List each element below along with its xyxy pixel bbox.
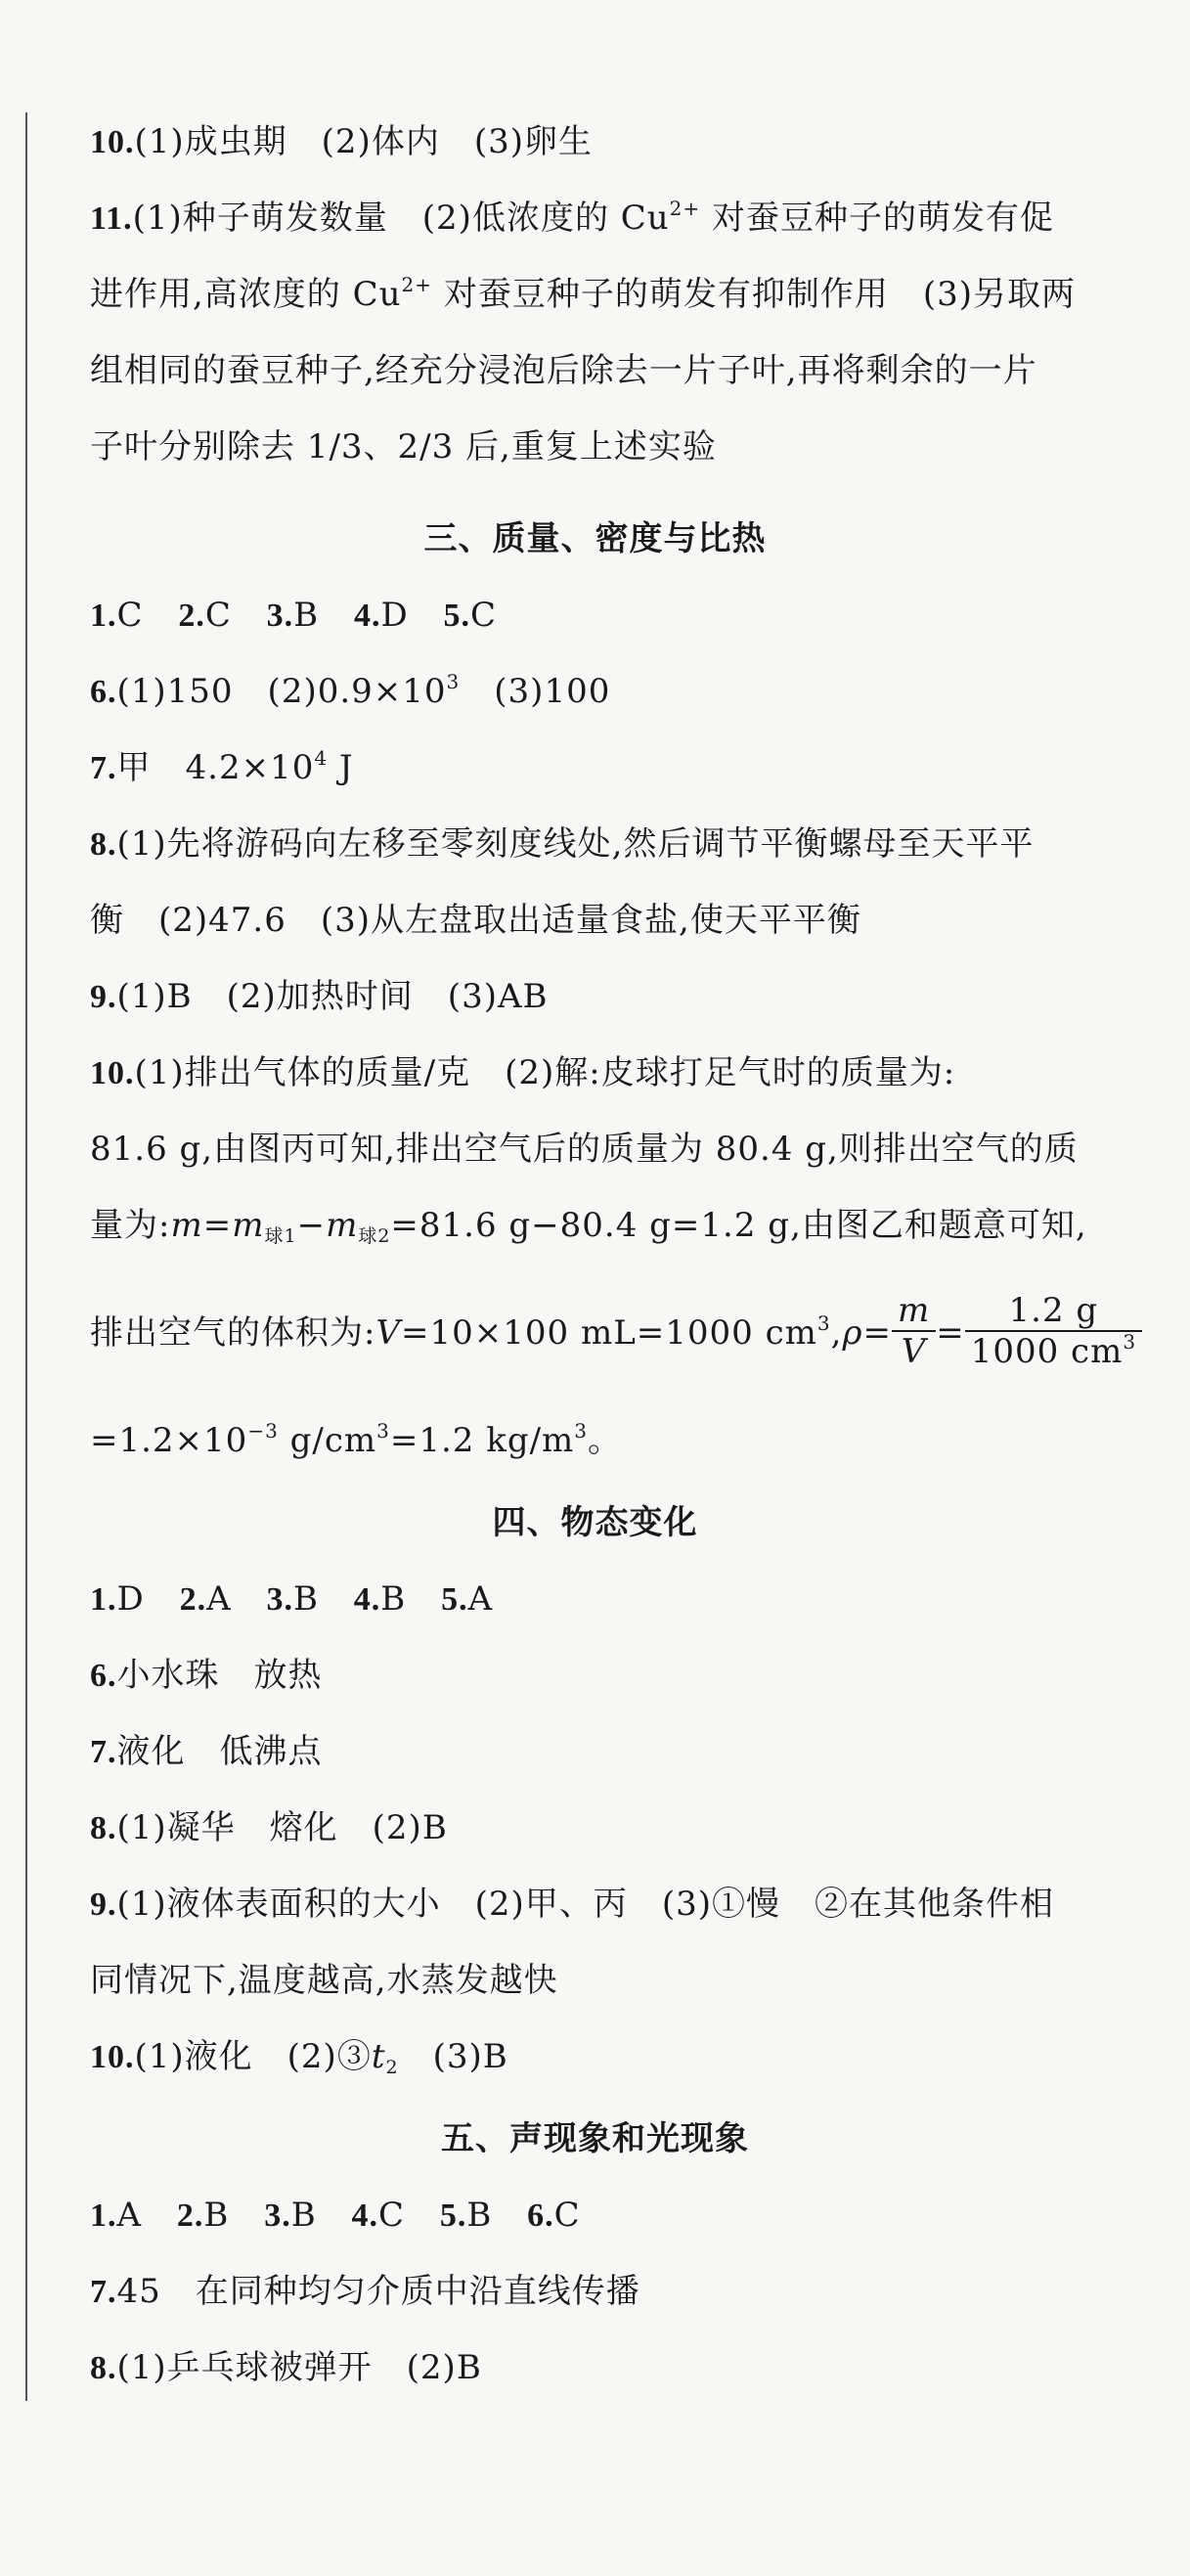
question-number: 3. — [264, 2198, 291, 2234]
answer-text: (3)100 — [460, 672, 611, 711]
fraction-denominator: V — [901, 1332, 927, 1371]
question-number: 1. — [90, 2198, 117, 2234]
question-number: 8. — [90, 826, 117, 863]
fraction-denominator — [965, 1332, 1142, 1371]
answer-text: (1)B (2)加热时间 (3)AB — [116, 977, 549, 1016]
section-title: 三、质量、密度与比热 — [423, 519, 767, 558]
question-number: 6. — [90, 1658, 117, 1694]
answer-text: D — [116, 1579, 145, 1619]
answer-text: A — [206, 1579, 232, 1619]
answer-text: 衡 (2)47.6 (3)从左盘取出适量食盐,使天平平衡 — [90, 901, 861, 940]
fraction-values — [965, 1291, 1142, 1371]
answer-line — [90, 1289, 1142, 1377]
answer-line — [90, 1653, 323, 1699]
question-number: 4. — [353, 1581, 381, 1618]
answer-line — [90, 2034, 508, 2080]
answer-text: 小水珠 放热 — [116, 1656, 323, 1695]
question-number: 1. — [90, 598, 117, 634]
answer-text: (1)液体表面积的大小 (2)甲、丙 (3)①慢 ②在其他条件相 — [116, 1885, 1054, 1924]
answer-text: C — [204, 596, 232, 635]
mc-answers — [90, 593, 497, 639]
answer-text: 液化 低沸点 — [116, 1732, 323, 1771]
answer-line — [90, 745, 354, 791]
answer-line — [90, 1050, 955, 1096]
question-number: 2. — [176, 2198, 204, 2234]
superscript: 3 — [816, 1311, 831, 1335]
question-number: 3. — [266, 1581, 293, 1618]
fraction-numerator: 1.2 g — [965, 1291, 1142, 1332]
answer-text: 排出空气的体积为: — [90, 1313, 376, 1353]
answer-text: =81.6 g−80.4 g=1.2 g,由图乙和题意可知, — [390, 1206, 1087, 1245]
answer-text: 。 — [588, 1421, 623, 1460]
question-number: 8. — [90, 1810, 117, 1846]
mc-answers — [90, 1577, 493, 1622]
superscript: 3 — [376, 1419, 390, 1443]
section-title: 五、声现象和光现象 — [441, 2119, 749, 2158]
answer-line — [90, 2345, 482, 2391]
math-var: V — [375, 1313, 402, 1353]
answer-text: 同情况下,温度越高,水蒸发越快 — [90, 1961, 558, 2000]
answer-text: J — [328, 748, 354, 787]
answer-text: 组相同的蚕豆种子,经充分浸泡后除去一片子叶,再将剩余的一片 — [90, 351, 1037, 390]
math-var: t — [371, 2037, 386, 2076]
math-op: − — [296, 1206, 327, 1245]
answer-text: C — [553, 2196, 581, 2235]
question-number: 7. — [90, 750, 117, 786]
question-number: 10. — [90, 124, 135, 160]
answer-text: (1)种子萌发数量 (2)低浓度的 Cu — [132, 199, 670, 238]
answer-text: (1)凝华 熔化 (2)B — [116, 1808, 448, 1847]
question-number: 5. — [439, 2198, 467, 2234]
answer-text: B — [290, 2196, 317, 2235]
question-number: 11. — [90, 200, 133, 237]
answer-line — [90, 669, 610, 715]
superscript: 3 — [1123, 1330, 1137, 1354]
answer-text: (1)先将游码向左移至零刻度线处,然后调节平衡螺母至天平平 — [116, 824, 1035, 864]
question-number: 9. — [90, 1887, 117, 1923]
answer-text: D — [380, 596, 409, 635]
answer-line — [90, 1805, 448, 1851]
answer-text: , — [830, 1313, 843, 1353]
question-number: 6. — [527, 2198, 554, 2234]
answer-line — [90, 822, 1034, 867]
math-var: ρ — [842, 1313, 863, 1353]
answer-text: B — [380, 1579, 407, 1619]
math-op: = — [202, 1206, 233, 1245]
answer-line — [90, 119, 593, 165]
question-number: 6. — [90, 674, 117, 710]
answer-text: g/cm — [278, 1421, 377, 1460]
mc-answers — [90, 2193, 581, 2239]
question-number: 10. — [90, 1055, 135, 1091]
answer-text: C — [470, 596, 498, 635]
answer-line — [90, 1882, 1054, 1928]
answer-text: A — [116, 2196, 143, 2235]
question-number: 4. — [353, 598, 381, 634]
answer-text: 对蚕豆种子的萌发有抑制作用 (3)另取两 — [432, 275, 1076, 314]
math-op: = — [936, 1313, 965, 1353]
subscript: 球1 — [264, 1225, 297, 1247]
answer-text: 对蚕豆种子的萌发有促 — [700, 199, 1054, 238]
answer-text: 甲 4.2×10 — [116, 748, 315, 787]
denominator-text: 1000 cm — [970, 1332, 1124, 1371]
answer-text: C — [116, 596, 144, 635]
answer-text: B — [203, 2196, 230, 2235]
superscript: 2+ — [669, 197, 701, 220]
answer-line — [90, 898, 861, 943]
question-number: 7. — [90, 1734, 117, 1770]
subscript: 球2 — [358, 1225, 391, 1247]
fraction-numerator: m — [892, 1291, 936, 1332]
answer-line — [90, 1127, 1079, 1172]
question-number: 3. — [266, 598, 294, 634]
answer-text: =10×100 mL=1000 cm — [401, 1313, 817, 1353]
answer-line — [90, 424, 717, 469]
answer-line — [90, 196, 1054, 242]
math-op: = — [862, 1313, 892, 1353]
answer-text: =1.2 kg/m — [389, 1421, 575, 1460]
answer-text: B — [466, 2196, 493, 2235]
question-number: 5. — [443, 598, 471, 634]
superscript: 2+ — [401, 273, 433, 296]
math-var: m — [170, 1206, 203, 1245]
answer-text: (1)乒乓球被弹开 (2)B — [116, 2348, 482, 2387]
superscript: 3 — [446, 670, 461, 693]
answer-text: (1)排出气体的质量/克 (2)解:皮球打足气时的质量为: — [134, 1053, 956, 1092]
superscript: −3 — [247, 1419, 279, 1443]
math-var: m — [232, 1206, 265, 1245]
question-number: 8. — [90, 2350, 117, 2386]
answer-text: B — [292, 1579, 319, 1619]
answer-text: C — [378, 2196, 406, 2235]
answer-text: B — [293, 596, 320, 635]
question-number: 10. — [90, 2039, 135, 2075]
answer-line — [90, 348, 1037, 393]
answer-line — [90, 1729, 323, 1775]
question-number: 1. — [90, 1581, 117, 1618]
answer-line — [90, 2269, 640, 2315]
answer-text: (3)B — [398, 2037, 508, 2076]
answer-text: 45 在同种均匀介质中沿直线传播 — [116, 2272, 640, 2311]
answer-line — [90, 1203, 1087, 1248]
question-number: 5. — [441, 1581, 468, 1618]
superscript: 4 — [314, 746, 329, 770]
fraction-m-over-v — [892, 1291, 936, 1371]
superscript: 3 — [574, 1419, 589, 1443]
answer-text: A — [467, 1579, 494, 1619]
answer-text: (1)成虫期 (2)体内 (3)卵生 — [134, 122, 593, 161]
answer-line — [90, 1958, 558, 2003]
answer-text: =1.2×10 — [90, 1421, 248, 1460]
question-number: 7. — [90, 2274, 117, 2310]
question-number: 4. — [351, 2198, 378, 2234]
answer-line — [90, 974, 549, 1020]
subscript: 2 — [385, 2057, 399, 2078]
answer-text: (1)液化 (2)③ — [134, 2037, 372, 2076]
question-number: 2. — [178, 598, 205, 634]
answer-line — [90, 272, 1076, 317]
answer-text: (1)150 (2)0.9×10 — [116, 672, 447, 711]
answer-text: 子叶分别除去 1/3、2/3 后,重复上述实验 — [90, 427, 717, 466]
question-number: 2. — [179, 1581, 207, 1618]
math-var: m — [326, 1206, 359, 1245]
answer-line — [90, 1418, 622, 1463]
answer-text: 进作用,高浓度的 Cu — [90, 275, 402, 314]
section-title: 四、物态变化 — [492, 1503, 698, 1542]
question-number: 9. — [90, 979, 117, 1015]
answer-text: 量为: — [90, 1206, 171, 1245]
answer-text: 81.6 g,由图丙可知,排出空气后的质量为 80.4 g,则排出空气的质 — [90, 1130, 1079, 1169]
